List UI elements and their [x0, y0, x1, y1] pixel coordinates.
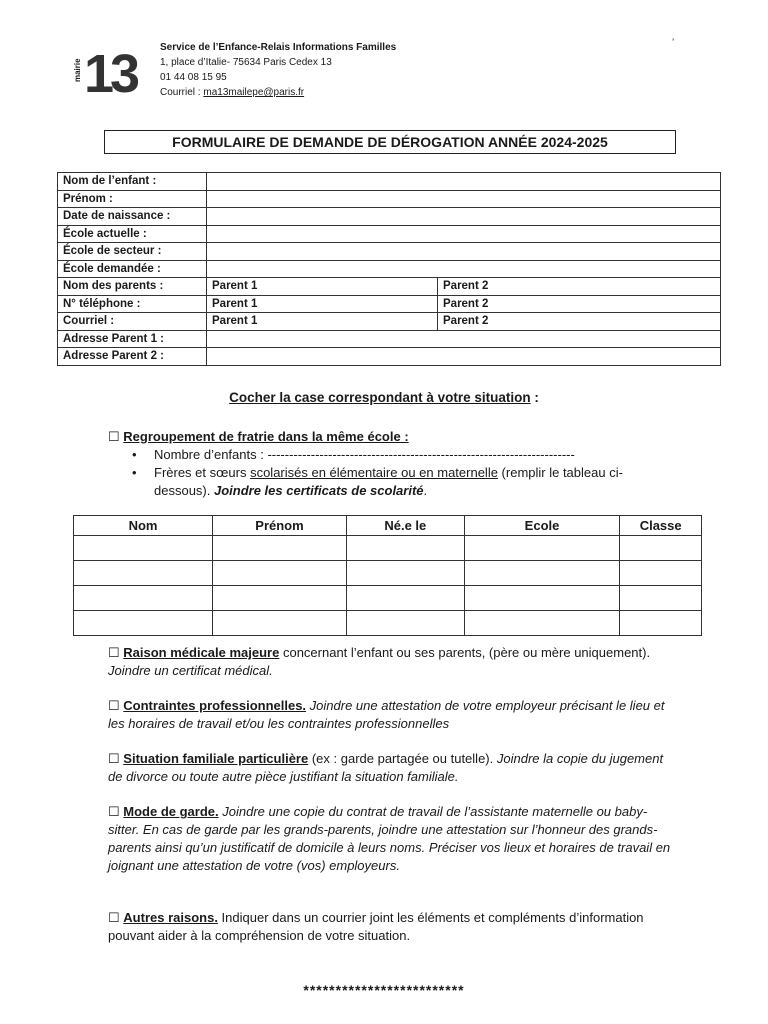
option-fratrie [108, 428, 678, 446]
fratrie-nombre: Nombre d’enfants : ----------------------------------------------------------------------- [154, 447, 575, 462]
field-value[interactable] [207, 225, 721, 243]
corner-mark: ʼ [672, 38, 675, 49]
field-value[interactable] [207, 190, 721, 208]
table-cell[interactable] [464, 586, 620, 611]
option-autres [108, 909, 678, 945]
service-name: Service de l’Enfance-Relais Informations Familles [160, 42, 397, 53]
option-garde-title: Mode de garde. [123, 804, 219, 819]
fratrie-text-c: (remplir le tableau ci-dessous). [154, 465, 623, 498]
logo-mairie-text: mairie [73, 58, 82, 82]
option-autres-title: Autres raisons. [123, 910, 218, 925]
table-row [58, 313, 721, 331]
column-header: Prénom [213, 516, 347, 536]
table-row [58, 330, 721, 348]
table-cell[interactable] [464, 536, 620, 561]
parent-1-field[interactable]: Parent 1 [207, 278, 438, 296]
field-value[interactable] [207, 208, 721, 226]
option-familiale-title: Situation familiale particulière [123, 751, 309, 766]
field-label: École demandée : [58, 260, 207, 278]
email-label: Courriel : [160, 87, 204, 98]
option-medical-text: concernant l’enfant ou ses parents, (père ou mère uniquement). [279, 645, 651, 660]
checkbox-autres[interactable]: ☐ [108, 910, 120, 925]
option-garde-italic: Joindre une copie du contrat de travail de l’assistante maternelle ou baby-sitter. En cas de garde par les grands-parents, joindre une attestation sur l’honneur des grands-parents ainsi qu’un justificatif de domicile à leurs noms. Préciser vos lieux et horaires de travail en joignant une attestation de votre (vos) employeurs. [108, 804, 671, 873]
table-row [58, 278, 721, 296]
field-value[interactable] [207, 348, 721, 366]
table-row [74, 611, 702, 636]
footer-stars: ************************* [303, 982, 465, 998]
fratrie-bullets [130, 446, 670, 500]
field-label: Courriel : [58, 313, 207, 331]
table-row [58, 295, 721, 313]
child-info-table [57, 172, 721, 366]
field-label: Adresse Parent 2 : [58, 348, 207, 366]
table-cell[interactable] [464, 561, 620, 586]
table-row [74, 536, 702, 561]
table-cell[interactable] [213, 561, 347, 586]
parent-2-field[interactable]: Parent 2 [438, 278, 721, 296]
bullet-icon: • [132, 465, 137, 480]
option-familiale [108, 750, 678, 786]
column-header: Classe [620, 516, 702, 536]
table-cell[interactable] [346, 561, 464, 586]
option-familiale-text: (ex : garde partagée ou tutelle). [308, 751, 497, 766]
option-pro-title: Contraintes professionnelles. [123, 698, 307, 713]
checkbox-medical[interactable]: ☐ [108, 645, 120, 660]
table-cell[interactable] [74, 611, 213, 636]
list-item [130, 464, 670, 500]
table-cell[interactable] [346, 611, 464, 636]
option-pro-italic: Joindre une attestation de votre employeur précisant le lieu et les horaires de travail et/ou les contraintes professionnelles [108, 698, 665, 731]
table-cell[interactable] [620, 536, 702, 561]
option-fratrie-title: Regroupement de fratrie dans la même école : [123, 429, 409, 444]
parent-1-field[interactable]: Parent 1 [207, 313, 438, 331]
option-medical-title: Raison médicale majeure [123, 645, 280, 660]
option-autres-text: Indiquer dans un courrier joint les éléments et compléments d’information pouvant aider à la compréhension de votre situation. [108, 910, 644, 943]
section-heading [0, 390, 768, 405]
table-cell[interactable] [620, 611, 702, 636]
parent-2-field[interactable]: Parent 2 [438, 295, 721, 313]
table-cell[interactable] [74, 586, 213, 611]
column-header: Né.e le [346, 516, 464, 536]
table-row [58, 225, 721, 243]
option-garde [108, 803, 678, 875]
table-row [58, 243, 721, 261]
bullet-icon: • [132, 447, 137, 462]
fratrie-text-d: Joindre les certificats de scolarité [213, 483, 424, 498]
siblings-table [73, 515, 702, 636]
parent-2-field[interactable]: Parent 2 [438, 313, 721, 331]
section-heading-suffix: : [530, 390, 539, 405]
logo-13-text: 13 [84, 44, 137, 94]
table-cell[interactable] [213, 586, 347, 611]
table-row [58, 260, 721, 278]
service-address: 1, place d’Italie- 75634 Paris Cedex 13 [160, 57, 332, 68]
table-cell[interactable] [213, 611, 347, 636]
option-medical-italic: Joindre un certificat médical. [108, 663, 273, 678]
checkbox-familiale[interactable]: ☐ [108, 751, 120, 766]
email-link[interactable]: ma13mailepe@paris.fr [203, 87, 305, 98]
table-row [74, 586, 702, 611]
field-label: Nom de l’enfant : [58, 173, 207, 191]
table-row [58, 208, 721, 226]
table-cell[interactable] [74, 561, 213, 586]
fratrie-text-b: scolarisés en élémentaire ou en maternelle [250, 465, 498, 480]
list-item [130, 446, 670, 464]
table-row [58, 348, 721, 366]
column-header: Nom [74, 516, 213, 536]
table-cell[interactable] [74, 536, 213, 561]
option-familiale-italic: Joindre la copie du jugement de divorce ou toute autre pièce justifiant la situation familiale. [108, 751, 664, 784]
header-info [160, 40, 396, 100]
field-label: École de secteur : [58, 243, 207, 261]
form-title: FORMULAIRE DE DEMANDE DE DÉROGATION ANNÉE 2024-2025 [104, 130, 676, 154]
service-email [160, 85, 396, 100]
field-value[interactable] [207, 243, 721, 261]
table-cell[interactable] [346, 586, 464, 611]
table-cell[interactable] [620, 586, 702, 611]
option-medical [108, 644, 678, 680]
table-cell[interactable] [213, 536, 347, 561]
field-value[interactable] [207, 330, 721, 348]
table-cell[interactable] [346, 536, 464, 561]
column-header: Ecole [464, 516, 620, 536]
checkbox-fratrie[interactable]: ☐ [108, 429, 120, 444]
checkbox-garde[interactable]: ☐ [108, 804, 120, 819]
field-label: École actuelle : [58, 225, 207, 243]
service-phone: 01 44 08 15 95 [160, 72, 227, 83]
table-cell[interactable] [464, 611, 620, 636]
fratrie-text-e: . [423, 483, 428, 498]
parent-1-field[interactable]: Parent 1 [207, 295, 438, 313]
field-value[interactable] [207, 260, 721, 278]
mairie-13-logo [72, 42, 144, 94]
field-value[interactable] [207, 173, 721, 191]
field-label: Date de naissance : [58, 208, 207, 226]
table-row [74, 561, 702, 586]
checkbox-pro[interactable]: ☐ [108, 698, 120, 713]
table-row [58, 190, 721, 208]
table-row [58, 173, 721, 191]
table-cell[interactable] [620, 561, 702, 586]
field-label: Nom des parents : [58, 278, 207, 296]
field-label: Adresse Parent 1 : [58, 330, 207, 348]
field-label: N° téléphone : [58, 295, 207, 313]
field-label: Prénom : [58, 190, 207, 208]
option-pro [108, 697, 678, 733]
fratrie-text-a: Frères et sœurs [154, 465, 251, 480]
section-heading-text: Cocher la case correspondant à votre situation [229, 390, 531, 405]
